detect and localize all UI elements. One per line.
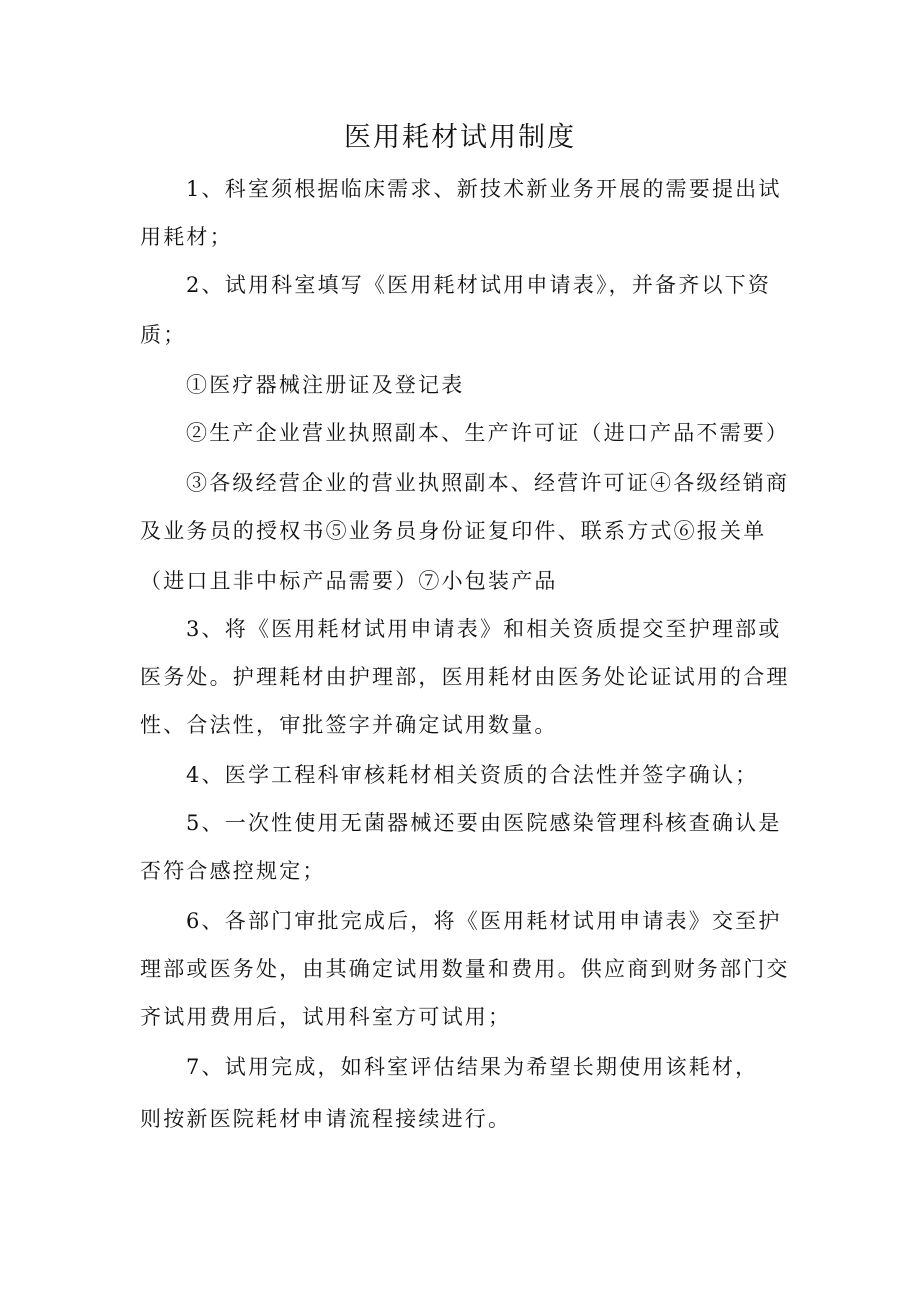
qualification-item-1: ①医疗器械注册证及登记表 bbox=[186, 373, 465, 397]
clause-1-line-2: 用耗材； bbox=[140, 225, 233, 249]
clause-7-line-1: 7、试用完成，如科室评估结果为希望长期使用该耗材， bbox=[186, 1055, 759, 1079]
clause-4-line-1: 4、医学工程科审核耗材相关资质的合法性并签字确认； bbox=[186, 763, 759, 787]
clause-7-line-2: 则按新医院耗材申请流程接续进行。 bbox=[140, 1107, 512, 1131]
clause-6-line-1: 6、各部门审批完成后，将《医用耗材试用申请表》交至护 bbox=[186, 909, 782, 933]
qualification-item-2: ②生产企业营业执照副本、生产许可证（进口产品不需要） bbox=[186, 421, 790, 445]
clause-5-line-2: 否符合感控规定； bbox=[140, 859, 326, 883]
clause-3-line-2: 医务处。护理耗材由护理部，医用耗材由医务处论证试用的合理 bbox=[140, 665, 790, 689]
clause-6-line-2: 理部或医务处，由其确定试用数量和费用。供应商到财务部门交 bbox=[140, 957, 790, 981]
qualification-items-3-4: ③各级经营企业的营业执照副本、经营许可证④各级经销商 bbox=[186, 471, 790, 495]
qualification-item-7: （进口且非中标产品需要）⑦小包装产品 bbox=[140, 569, 558, 593]
clause-3-line-3: 性、合法性，审批签字并确定试用数量。 bbox=[140, 713, 558, 737]
clause-2-line-2: 质； bbox=[140, 323, 187, 347]
clause-6-line-3: 齐试用费用后，试用科室方可试用； bbox=[140, 1005, 512, 1029]
document-title: 医用耗材试用制度 bbox=[344, 122, 576, 153]
clause-1-line-1: 1、科室须根据临床需求、新技术新业务开展的需要提出试 bbox=[186, 177, 782, 201]
clause-5-line-1: 5、一次性使用无菌器械还要由医院感染管理科核查确认是 bbox=[186, 811, 782, 835]
clause-3-line-1: 3、将《医用耗材试用申请表》和相关资质提交至护理部或 bbox=[186, 617, 782, 641]
clause-2-line-1: 2、试用科室填写《医用耗材试用申请表》，并备齐以下资 bbox=[186, 273, 772, 297]
qualification-items-5-6: 及业务员的授权书⑤业务员身份证复印件、联系方式⑥报关单 bbox=[140, 519, 767, 543]
